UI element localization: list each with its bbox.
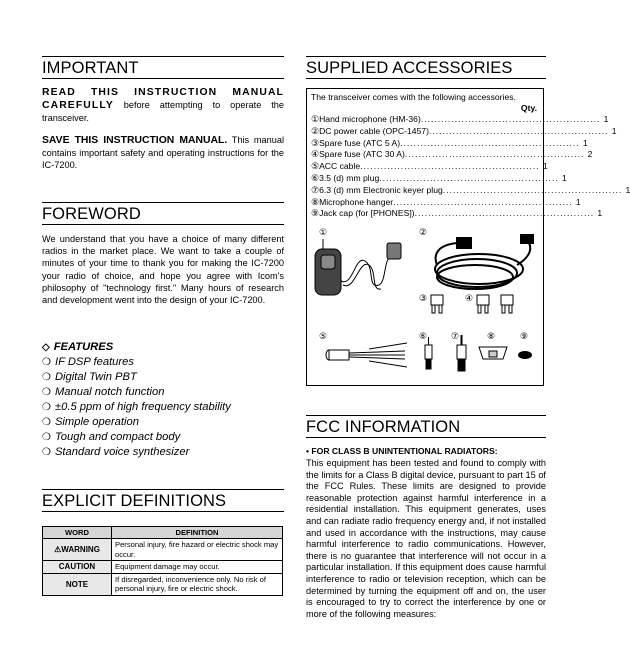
- leader-dots: .....................................................: [442, 184, 623, 195]
- feature-item: ❍ Manual notch function: [42, 386, 165, 398]
- circle-bullet-icon: ❍: [42, 402, 51, 413]
- circle-bullet-icon: ❍: [42, 447, 51, 458]
- circle-bullet-icon: ❍: [42, 432, 51, 443]
- table-row: [43, 561, 283, 574]
- figure-label: ⑧: [487, 332, 496, 342]
- feature-item: ❍ ±0.5 ppm of high frequency stability: [42, 401, 231, 413]
- features-list: [42, 340, 284, 460]
- figure-label: ④: [465, 294, 474, 304]
- feature-item: ❍ Digital Twin PBT: [42, 371, 137, 383]
- list-item: ⑤ ACC cable ..................................................... 1: [311, 161, 548, 172]
- fuse-5a-illustration: [431, 295, 443, 313]
- list-item: ② DC power cable (OPC-1457) ..................................................... 1: [311, 125, 617, 136]
- feature-item: ❍ Standard voice synthesizer: [42, 446, 190, 458]
- save-bold-text: SAVE THIS INSTRUCTION MANUAL.: [42, 135, 228, 146]
- list-item: ⑥ 3.5 (d) mm plug ..................................................... 1: [311, 172, 567, 183]
- features-heading: ◇ FEATURES: [42, 341, 114, 353]
- accessories-illustration: [307, 225, 543, 375]
- warning-definition: Personal injury, fire hazard or electric shock may occur.: [112, 539, 283, 561]
- figure-label: ⑨: [520, 332, 529, 342]
- accessories-heading: SUPPLIED ACCESSORIES: [306, 56, 546, 79]
- fcc-body: This equipment has been tested and found to comply with the limits for a Class B digital device, pursuant to part 15 of the FCC Rules. These limits are designed to provide reasonable protection against harmful interference in a residential installation. This equipment generates, uses and can radiate radio frequency energy and, if not installed and used in accordance with the instructions, may cause harmful interference to radio communications. However, there is no guarantee that interference will not occur in a particular installation. If this equipment does cause harmful interference to radio or television reception, which can be determined by turning the equipment off and on, the user is encouraged to try to correct the interference by one or more of the following measures:: [306, 458, 546, 619]
- accessories-list: [311, 114, 630, 220]
- figure-label: ③: [419, 294, 428, 304]
- leader-dots: .....................................................: [414, 208, 595, 219]
- definitions-heading: EXPLICIT DEFINITIONS: [42, 489, 284, 512]
- list-item: ⑧ Microphone hanger ..................................................... 1: [311, 196, 581, 207]
- figure-label: ⑥: [419, 332, 428, 342]
- figure-label: ⑤: [319, 332, 328, 342]
- circle-bullet-icon: ❍: [42, 387, 51, 398]
- definitions-header-row: [43, 527, 283, 539]
- save-rest-text: This manual contains important safety and operating instructions for the IC-7200.: [42, 135, 284, 171]
- note-definition: If disregarded, inconvenience only. No risk of personal injury, fire or electric shock.: [112, 573, 283, 595]
- list-item: ③ Spare fuse (ATC 5 A) ..................................................... 1: [311, 137, 588, 148]
- list-item: ④ Spare fuse (ATC 30 A) ..................................................... 2: [311, 149, 593, 160]
- caution-word: CAUTION: [43, 561, 112, 574]
- leader-dots: .....................................................: [420, 114, 601, 124]
- circle-bullet-icon: ❍: [42, 357, 51, 368]
- leader-dots: .....................................................: [400, 137, 580, 148]
- list-item: ⑨ Jack cap (for [PHONES]) ..................................................... 1: [311, 208, 603, 219]
- microphone-illustration: [315, 239, 401, 295]
- figure-label: ⑦: [451, 332, 460, 342]
- table-row: [43, 539, 283, 561]
- foreword-body: We understand that you have a choice of many different radios in the market place. We want to take a couple of minutes of your time to thank you for making the IC-7200 your radio of choice, and hope you agree with Icom's philosophy of "technology first." Many hours of research and development went into the design of your IC-7200.: [42, 234, 284, 306]
- caution-definition: Equipment damage may occur.: [112, 561, 283, 574]
- accessories-box: [306, 88, 630, 386]
- note-word: NOTE: [43, 573, 112, 595]
- feature-item: ❍ IF DSP features: [42, 356, 134, 368]
- leader-dots: .....................................................: [393, 196, 573, 207]
- circle-bullet-icon: ❍: [42, 417, 51, 428]
- important-heading: IMPORTANT: [42, 56, 284, 79]
- list-item: ① Hand microphone (HM-36) ..................................................... 1: [311, 114, 609, 124]
- diamond-icon: ◇: [42, 342, 50, 353]
- feature-item: ❍ Simple operation: [42, 416, 139, 428]
- col-word-header: WORD: [43, 527, 112, 539]
- leader-dots: .....................................................: [360, 161, 540, 172]
- list-item: ⑦ 6.3 (d) mm Electronic keyer plug ..................................................... 1: [311, 184, 630, 195]
- jack-cap-illustration: [518, 351, 532, 359]
- read-bold-text: READ THIS INSTRUCTION MANUAL CAREFULLY: [42, 87, 284, 112]
- fcc-heading: FCC INFORMATION: [306, 415, 546, 438]
- figure-label: ②: [419, 228, 428, 238]
- qty-label: Qty.: [520, 103, 537, 113]
- important-read-paragraph: [42, 86, 284, 125]
- col-definition-header: DEFINITION: [112, 527, 283, 539]
- table-row: [43, 573, 283, 595]
- leader-dots: .....................................................: [379, 172, 559, 183]
- microphone-hanger-illustration: [479, 347, 507, 359]
- fcc-subheading: • FOR CLASS B UNINTENTIONAL RADIATORS:: [306, 446, 498, 456]
- read-rest-text: before attempting to operate the transceiver.: [42, 100, 284, 124]
- warning-word: ⚠WARNING: [43, 539, 112, 561]
- figure-label: ①: [319, 228, 328, 238]
- important-save-paragraph: [42, 134, 284, 172]
- power-cable-illustration: [435, 235, 533, 289]
- foreword-heading: FOREWORD: [42, 202, 284, 225]
- leader-dots: .....................................................: [404, 149, 585, 160]
- leader-dots: .....................................................: [428, 125, 609, 136]
- feature-item: ❍ Tough and compact body: [42, 431, 181, 443]
- definitions-table: [42, 526, 283, 596]
- circle-bullet-icon: ❍: [42, 372, 51, 383]
- accessories-intro: The transceiver comes with the following accessories.: [311, 92, 516, 102]
- fuse-30a-illustration: [477, 295, 513, 313]
- acc-cable-illustration: [326, 343, 407, 367]
